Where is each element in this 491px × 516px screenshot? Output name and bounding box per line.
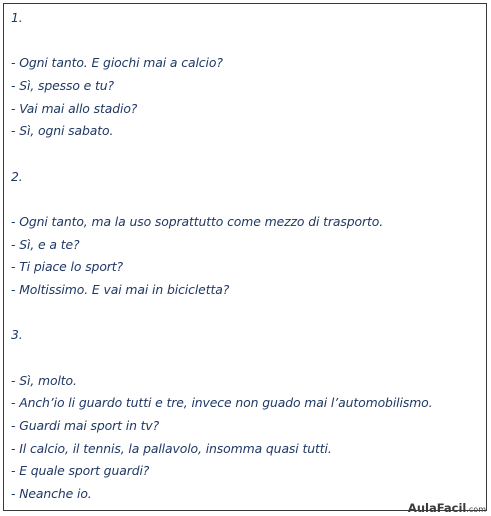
watermark-suffix: .com — [466, 505, 486, 514]
section-2-line-3: - Ti piace lo sport? — [11, 259, 124, 274]
section-1-line-2: - Sì, spesso e tu? — [11, 78, 115, 93]
section-3-line-5: - E quale sport guardi? — [11, 463, 150, 478]
section-1-line-4: - Sì, ogni sabato. — [11, 123, 114, 138]
section-3-line-3: - Guardi mai sport in tv? — [11, 418, 160, 433]
section-2-line-4: - Moltissimo. E vai mai in bicicletta? — [11, 282, 230, 297]
section-1-line-3: - Vai mai allo stadio? — [11, 101, 138, 116]
section-3-line-1: - Sì, molto. — [11, 373, 77, 388]
aulafacil-watermark — [408, 501, 486, 515]
section-2-line-1: - Ogni tanto, ma la uso soprattutto come mezzo di trasporto. — [11, 214, 384, 229]
section-3-number: 3. — [11, 327, 23, 342]
section-3-line-4: - Il calcio, il tennis, la pallavolo, insomma quasi tutti. — [11, 441, 332, 456]
section-3-line-2: - Anch’io li guardo tutti e tre, invece non guado mai l’automobilismo. — [11, 395, 433, 410]
section-1-line-1: - Ogni tanto. E giochi mai a calcio? — [11, 55, 223, 70]
section-2-number: 2. — [11, 169, 23, 184]
watermark-brand: AulaFacil — [407, 501, 467, 515]
section-1-number: 1. — [11, 10, 23, 25]
section-3-line-6: - Neanche io. — [11, 486, 92, 501]
section-2-line-2: - Sì, e a te? — [11, 237, 80, 252]
